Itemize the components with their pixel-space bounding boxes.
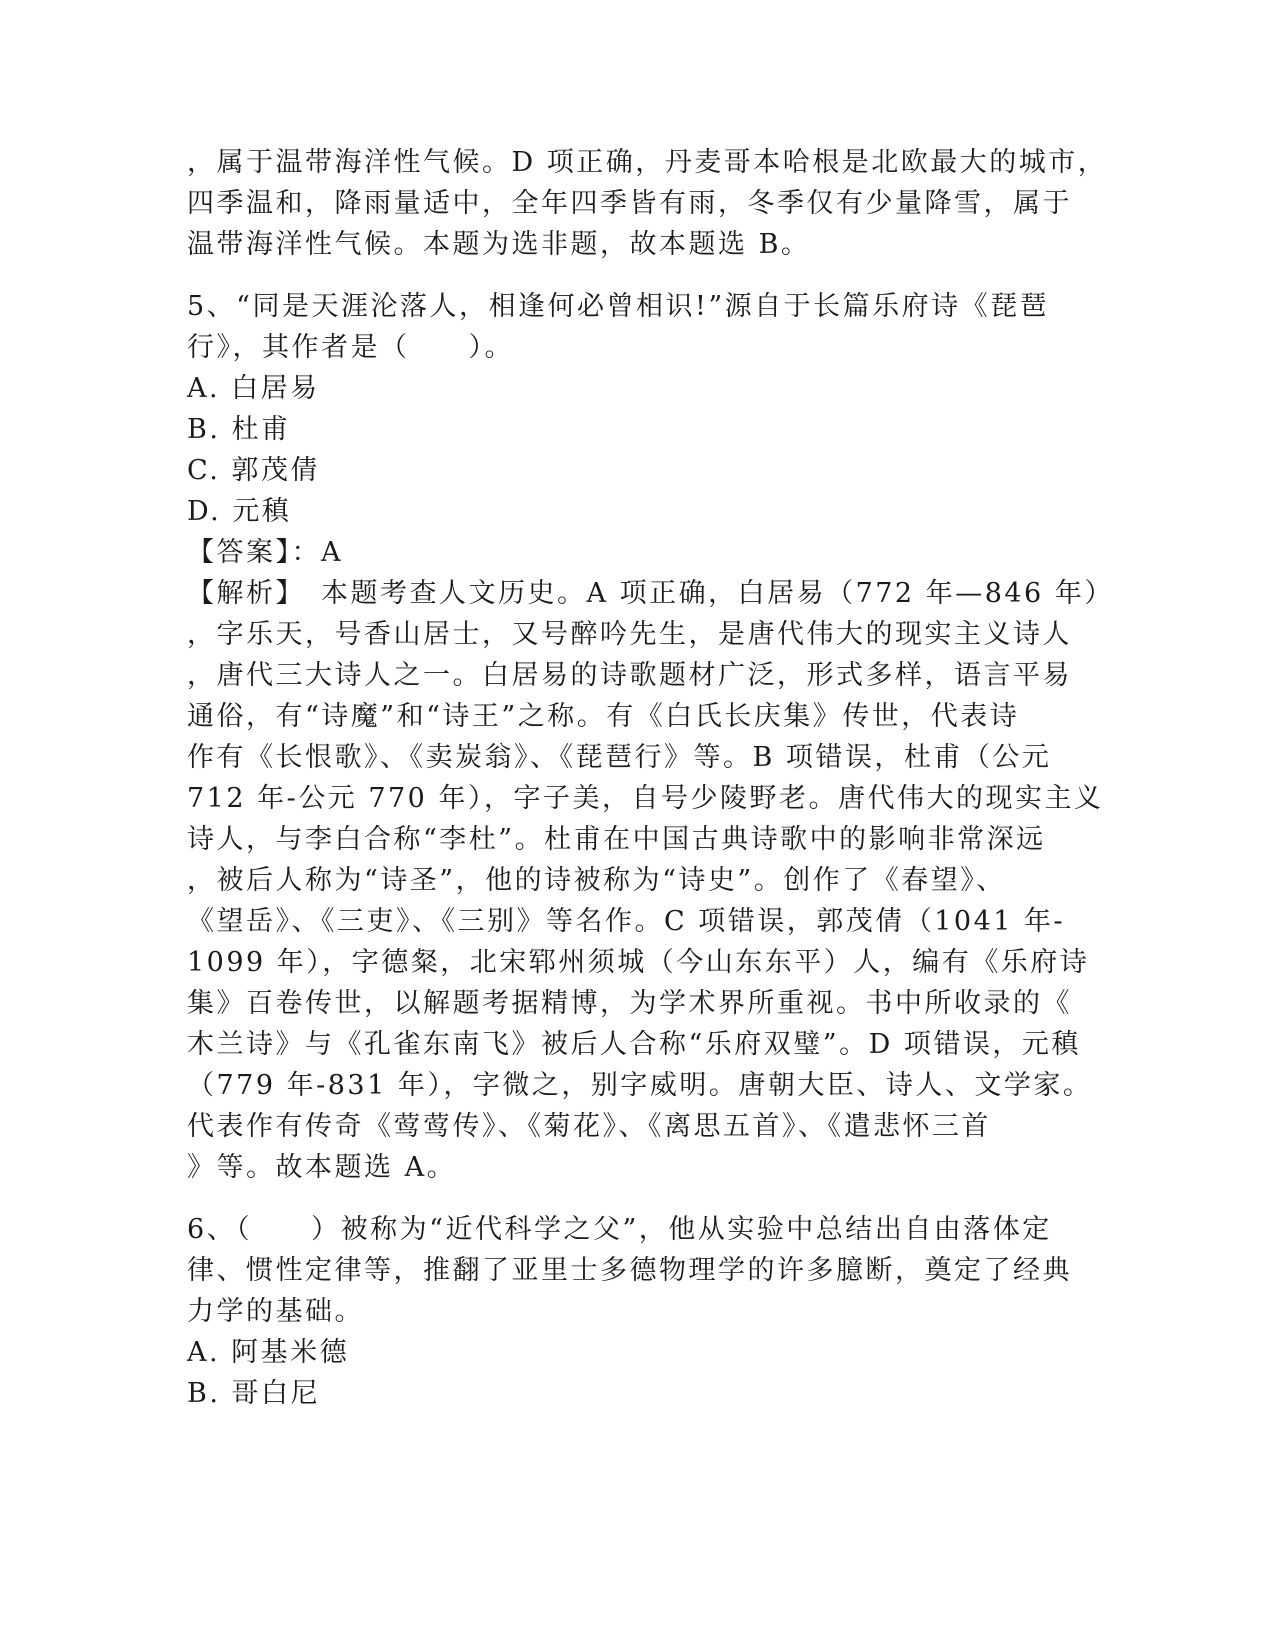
- question-5-option-a: A. 白居易: [187, 373, 320, 404]
- question-5-analysis-line: 代表作有传奇《莺莺传》、《菊花》、《离思五首》、《遣悲怀三首: [187, 1111, 991, 1142]
- paragraph-line: 四季温和，降雨量适中，全年四季皆有雨，冬季仅有少量降雪，属于: [187, 188, 1072, 219]
- question-5-analysis-line: 【解析】 本题考查人文历史。A 项正确，白居易（772 年—846 年）: [187, 578, 1114, 609]
- question-5-answer: 【答案】：A: [187, 537, 343, 568]
- question-5-stem: 行》，其作者是（ ）。: [187, 332, 514, 363]
- question-6-option-b: B. 哥白尼: [187, 1378, 321, 1409]
- question-6-option-a: A. 阿基米德: [187, 1337, 350, 1368]
- question-5-analysis-line: 木兰诗》与《孔雀东南飞》被后人合称“乐府双璧”。D 项错误，元稹: [187, 1029, 1081, 1060]
- question-5-analysis-line: 1099 年），字德粲，北宋郓州须城（今山东东平）人，编有《乐府诗: [187, 947, 1090, 978]
- question-5-analysis-line: 》等。故本题选 A。: [187, 1152, 457, 1183]
- question-5-analysis-line: ，唐代三大诗人之一。白居易的诗歌题材广泛，形式多样，语言平易: [187, 660, 1072, 691]
- question-5-analysis-line: 诗人，与李白合称“李杜”。杜甫在中国古典诗歌中的影响非常深远: [187, 824, 1046, 855]
- paragraph-line: 温带海洋性气候。本题为选非题，故本题选 B。: [187, 229, 811, 260]
- question-5-analysis-line: ，被后人称为“诗圣”，他的诗被称为“诗史”。创作了《春望》、: [187, 865, 1006, 896]
- question-5-analysis-line: 通俗，有“诗魔”和“诗王”之称。有《白氏长庆集》传世，代表诗: [187, 701, 1020, 732]
- question-5-option-d: D. 元稹: [187, 496, 292, 527]
- question-5-analysis-line: （779 年-831 年），字微之，别字威明。唐朝大臣、诗人、文学家。: [187, 1070, 1093, 1101]
- question-6-stem: 6、（ ）被称为“近代科学之父”，他从实验中总结出自由落体定: [187, 1214, 1052, 1245]
- question-6-stem: 力学的基础。: [187, 1296, 364, 1327]
- question-5-analysis-line: 《望岳》、《三吏》、《三别》等名作。C 项错误，郭茂倩（1041 年-: [187, 906, 1066, 937]
- question-5-option-c: C. 郭茂倩: [187, 455, 320, 486]
- paragraph-line: ，属于温带海洋性气候。D 项正确，丹麦哥本哈根是北欧最大的城市，: [187, 147, 1108, 178]
- question-5-stem: 5、“同是天涯沦落人，相逢何必曾相识!”源自于长篇乐府诗《琵琶: [187, 291, 1050, 322]
- question-5-analysis-line: 作有《长恨歌》、《卖炭翁》、《琵琶行》等。B 项错误，杜甫（公元: [187, 742, 1052, 773]
- question-6-stem: 律、惯性定律等，推翻了亚里士多德物理学的许多臆断，奠定了经典: [187, 1255, 1072, 1286]
- question-5-analysis-line: 集》百卷传世，以解题考据精博，为学术界所重视。书中所收录的《: [187, 988, 1072, 1019]
- question-5-analysis-line: ，字乐天，号香山居士，又号醉吟先生，是唐代伟大的现实主义诗人: [187, 619, 1072, 650]
- question-5-analysis-line: 712 年-公元 770 年），字子美，自号少陵野老。唐代伟大的现实主义: [187, 783, 1104, 814]
- question-5-option-b: B. 杜甫: [187, 414, 291, 445]
